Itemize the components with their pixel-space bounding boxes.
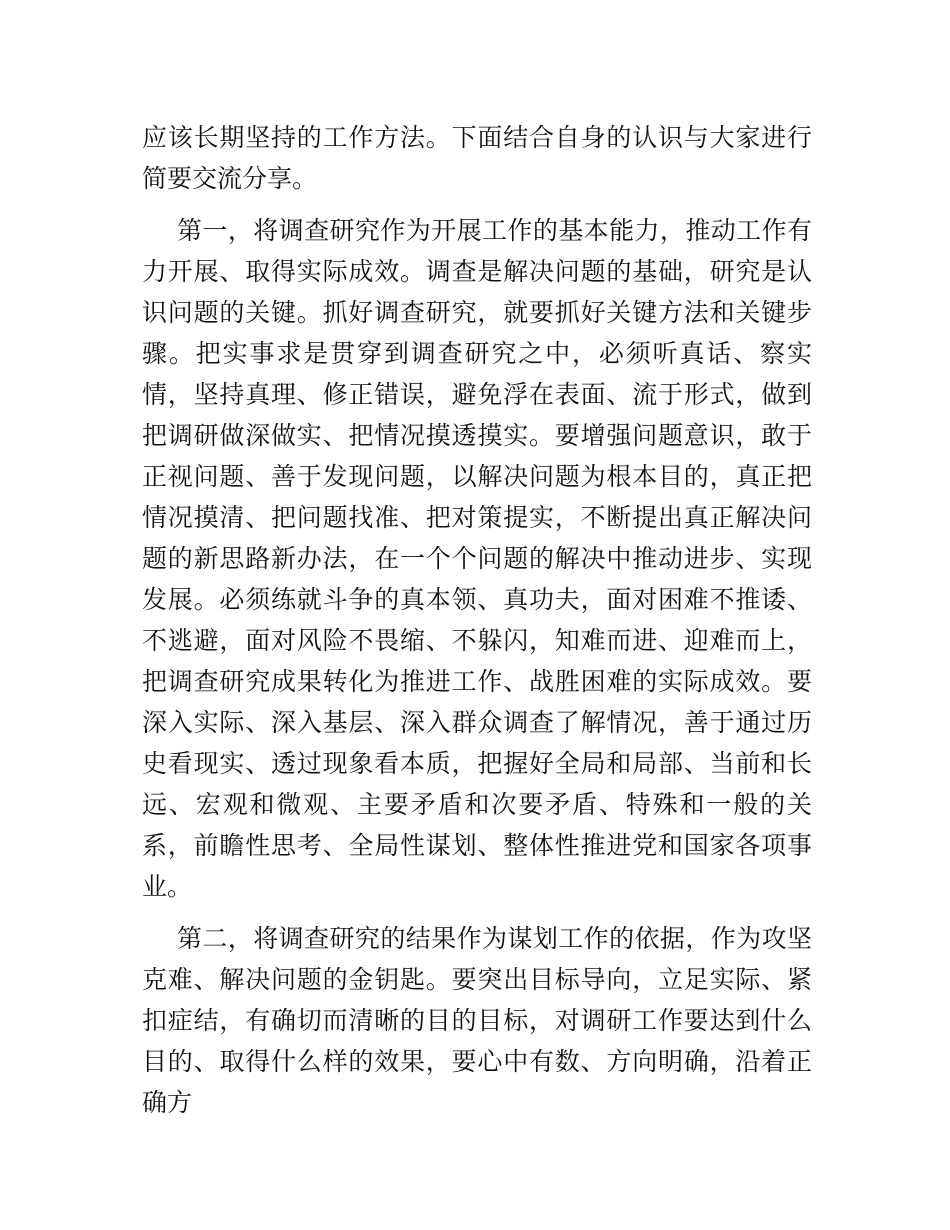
paragraph-continuation: 应该长期坚持的工作方法。下面结合自身的认识与大家进行简要交流分享。 bbox=[142, 123, 812, 193]
paragraph-first-point: 第一，将调查研究作为开展工作的基本能力，推动工作有力开展、取得实际成效。调查是解决问题的基础，研究是认识问题的关键。抓好调查研究，就要抓好关键方法和关键步骤。把实事求是贯穿到调查研究之中，必须听真话、察实情，坚持真理、修正错误，避免浮在表面、流于形式，做到把调研做深做实、把情况摸透摸实。要增强问题意识，敢于正视问题、善于发现问题，以解决问题为根本目的，真正把情况摸清、把问题找准、把对策提实，不断提出真正解决问题的新思路新办法，在一个个问题的解决中推动进步、实现发展。必须练就斗争的真本领、真功夫，面对困难不推诿、不逃避，面对风险不畏缩、不躲闪，知难而进、迎难而上，把调查研究成果转化为推进工作、战胜困难的实际成效。要深入实际、深入基层、深入群众调查了解情况，善于通过历史看现实、透过现象看本质，把握好全局和局部、当前和长远、宏观和微观、主要矛盾和次要矛盾、特殊和一般的关系，前瞻性思考、全局性谋划、整体性推进党和国家各项事业。 bbox=[142, 216, 812, 901]
paragraph-second-point: 第二，将调查研究的结果作为谋划工作的依据，作为攻坚克难、解决问题的金钥匙。要突出目标导向，立足实际、紧扣症结，有确切而清晰的目的目标，对调研工作要达到什么目的、取得什么样的效果，要心中有数、方向明确，沿着正确方 bbox=[142, 924, 812, 1117]
document-body bbox=[142, 117, 812, 1134]
